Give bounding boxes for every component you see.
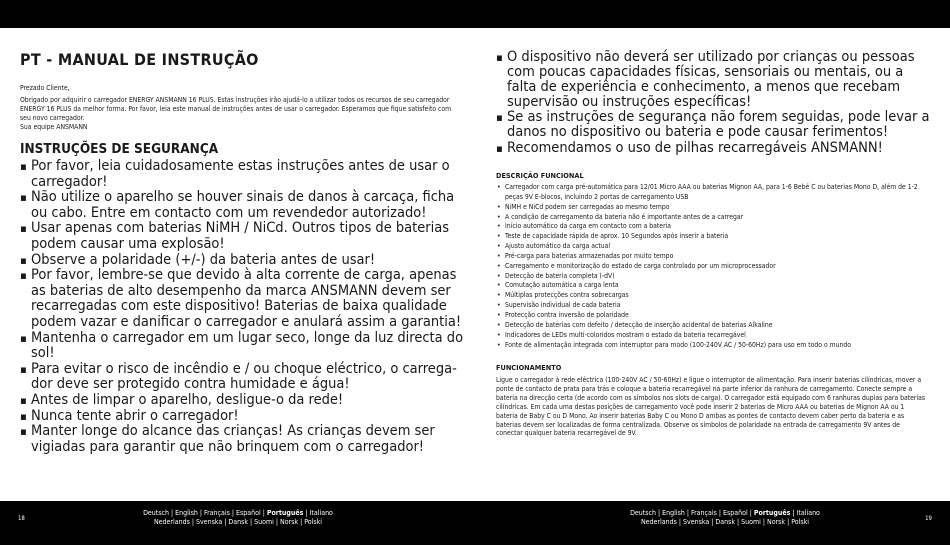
language-links[interactable]: | Italiano [790,509,820,517]
description-item: • Supervisão individual de cada bateria [496,301,926,311]
description-item: • Detecção de bateria completa (-dV) [496,272,926,282]
safety-item: ▪ Antes de limpar o aparelho, desligue-o da rede! [20,393,465,409]
language-nav [605,509,845,527]
description-item: • Múltiplas protecções contra sobrecargas [496,291,926,301]
language-nav [118,509,358,527]
function-text: Ligue o carregador à rede eléctrica (100-240V AC / 50-60Hz) e ligue o interruptor de alimentação. Para inserir baterias cilíndricas, mover a ponte de contacto de prata para trás e coloque a bateria recarregável na parte inferior da ranhura de carregamento. Conecte sempre a bateria na direcção certa (de acordo com os símbolos nos slots de carga). O carregador está equipado com 6 ranhuras duplas para baterias cilíndricas. Em cada uma destas posições de carregamento você pode inserir 2 baterias de Micro AAA ou baterias de Mignon AA ou 1 bateria de Baby C ou D Mono. Ao inserir baterias Baby C ou Mono D ambas as pontes de contacto devem caber perto da bateria e as baterias devem ser localizadas de forma centralizada. Observe os símbolos de polaridade na entrada de carregamento 9V antes de conectar qualquer bateria recarregável de 9V. [496,376,926,438]
safety-item: ▪ Observe a polaridade (+/-) da bateria antes de usar! [20,253,465,269]
safety-item: ▪ Se as instruções de segurança não forem seguidas, pode levar a danos no dispositivo ou bateria e pode causar ferimentos! [496,110,936,140]
page-number: 19 [925,515,932,522]
right-footer [475,501,950,545]
intro-greeting: Prezado Cliente, [20,84,70,92]
safety-heading: INSTRUÇÕES DE SEGURANÇA [20,141,219,157]
safety-item: ▪ Usar apenas com baterias NiMH / NiCd. Outros tipos de baterias podem causar uma explosão! [20,221,465,252]
intro-text [20,84,460,132]
left-page [0,28,475,501]
safety-item: ▪ Não utilize o aparelho se houver sinais de danos à carcaça, ficha ou cabo. Entre em contacto com um revendedor autorizado! [20,190,465,221]
language-line-1 [118,509,358,518]
description-list [496,183,926,350]
safety-item: ▪ Por favor, leia cuidadosamente estas instruções antes de usar o carregador! [20,159,465,190]
description-item: • Carregamento e monitorização do estado de carga controlado por um microprocessador [496,262,926,272]
safety-list-continued [496,50,936,156]
right-page [475,28,950,501]
description-heading: DESCRIÇÃO FUNCIONAL [496,171,584,180]
description-item: • Pré-carga para baterias armazenadas por muito tempo [496,252,926,262]
safety-item: ▪ Para evitar o risco de incêndio e / ou choque eléctrico, o carrega-dor deve ser protegido contra humidade e água! [20,362,465,393]
description-item: • Fonte de alimentação integrada com interruptor para modo (100-240V AC / 50-60Hz) para uso em todo o mundo [496,341,926,351]
language-line-1 [605,509,845,518]
current-language: Português [753,509,791,517]
description-item: • Carregador com carga pré-automática para 12/01 Micro AAA ou baterias Mignon AA, para 1-6 Bebé C ou baterias Mono D, além de 1-2 peças 9V E-blocos, incluindo 2 portas de carregamento USB [496,183,926,203]
description-item: • A condição de carregamento da bateria não é importante antes de a carregar [496,213,926,223]
language-line-2[interactable]: Nederlands | Svenska | Dansk | Suomi | Norsk | Polski [640,518,810,526]
page-title: PT - MANUAL DE INSTRUÇÃO [20,50,259,69]
description-item: • Ajusto automático da carga actual [496,242,926,252]
intro-body: Obrigado por adquirir o carregador ENERGY ANSMANN 16 PLUS. Estas instruções irão ajudá-lo a utilizar todos os recursos de seu carregador ENERGY 16 PLUS da melhor forma. Por favor, leia este manual de instruções antes de usar o carregador. Esperamos que fique satisfeito com seu novo carregador. [20,95,452,122]
description-item: • Teste de capacidade rápida de aprox. 10 Segundos após inserir a bateria [496,232,926,242]
description-item: • NiMH e NiCd podem ser carregadas ao mesmo tempo [496,203,926,213]
safety-list [20,159,465,455]
description-item: • Início automático da carga em contacto com a bateria [496,222,926,232]
description-item: • Comutação automática a carga lenta [496,281,926,291]
intro-signoff: Sua equipe ANSMANN [20,122,88,131]
language-line-2[interactable]: Nederlands | Svenska | Dansk | Suomi | Norsk | Polski [153,518,323,526]
language-links[interactable]: | Italiano [303,509,333,517]
page-number: 18 [18,515,25,522]
description-item: • Indicadores de LEDs multi-coloridos mostram o estado da bateria recarregável [496,331,926,341]
current-language: Português [266,509,304,517]
language-links[interactable]: Deutsch | English | Français | Español | [630,509,754,517]
safety-item: ▪ Por favor, lembre-se que devido à alta corrente de carga, apenas as baterias de alto desempenho da marca ANSMANN devem ser recarregadas com este dispositivo! Baterias de baixa qualidade podem vazar e danificar o carregador e anulará assim a garantia! [20,268,465,330]
safety-item: ▪ O dispositivo não deverá ser utilizado por crianças ou pessoas com poucas capacidades físicas, sensoriais ou mentais, ou a falta de experiência e conhecimento, a menos que recebam supervisão ou instruções específicas! [496,50,936,110]
safety-item: ▪ Recomendamos o uso de pilhas recarregáveis ANSMANN! [496,141,936,156]
description-item: • Protecção contra inversão de polaridade [496,311,926,321]
safety-item: ▪ Manter longe do alcance das crianças! As crianças devem ser vigiadas para garantir que não brinquem com o carregador! [20,424,465,455]
safety-item: ▪ Nunca tente abrir o carregador! [20,409,465,425]
left-footer [0,501,475,545]
description-item: • Detecção de baterias com defeito / detecção de inserção acidental de baterias Alkaline [496,321,926,331]
safety-item: ▪ Mantenha o carregador em um lugar seco, longe da luz directa do sol! [20,331,465,362]
language-links[interactable]: Deutsch | English | Français | Español | [143,509,267,517]
function-heading: FUNCIONAMENTO [496,363,562,372]
